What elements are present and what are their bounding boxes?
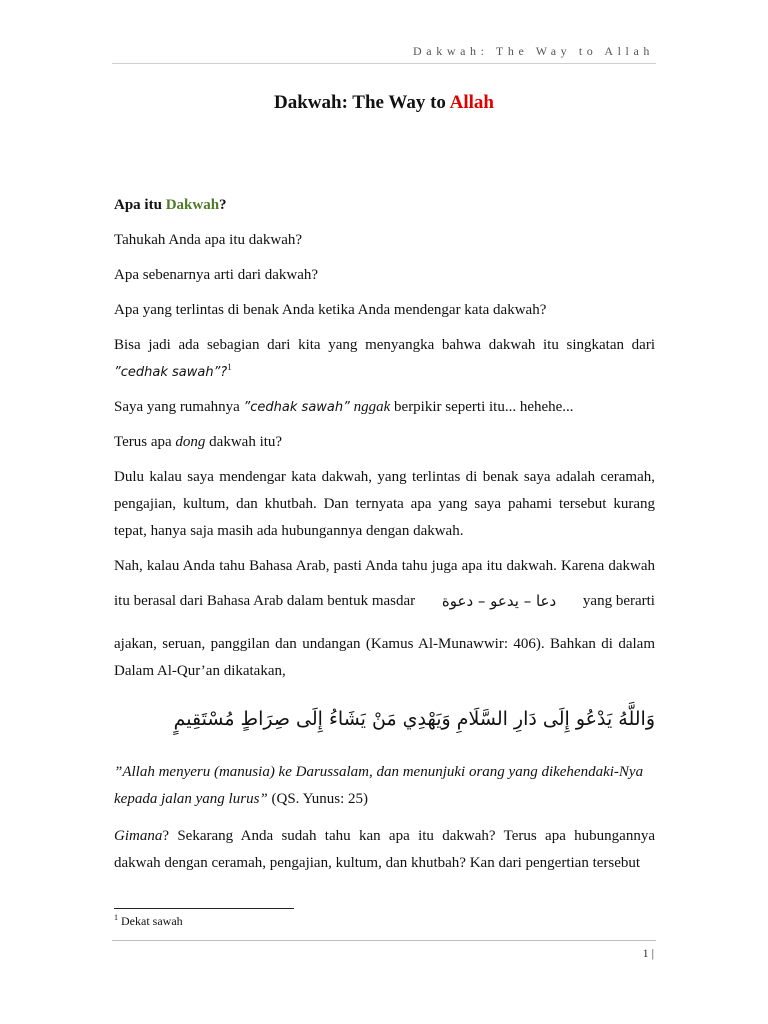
paragraph-6-pre: Terus apa	[114, 434, 176, 450]
page-number: 1 |	[642, 946, 654, 960]
paragraph-4	[114, 332, 655, 386]
header-divider	[112, 63, 656, 64]
title-highlight: Allah	[449, 92, 494, 113]
quran-verse: وَاللَّهُ يَدْعُو إِلَى دَارِ السَّلَامِ وَيَهْدِي مَنْ يَشَاءُ إِلَى صِرَاطٍ مُسْتَقِيمٍ	[173, 708, 655, 730]
paragraph-10-italic: Gimana	[114, 828, 163, 844]
paragraph-6-italic: dong	[175, 434, 206, 450]
paragraph-4-text: Bisa jadi ada sebagian dari kita yang menyangka bahwa dakwah itu singkatan dari	[114, 337, 655, 353]
paragraph-8-post: yang berarti	[582, 593, 655, 609]
footnote-reference[interactable]: 1	[227, 362, 232, 372]
paragraph-5-quote: ”cedhak sawah”	[243, 400, 350, 415]
running-header: Dakwah: The Way to Allah	[413, 44, 654, 58]
document-body	[114, 192, 655, 885]
paragraph-1: Tahukah Anda apa itu dakwah?	[114, 232, 303, 248]
paragraph-5-italic: nggak	[349, 399, 391, 415]
paragraph-8-line-1: Nah, kalau Anda tahu Bahasa Arab, pasti Anda tahu juga apa itu dakwah. Karena dakwah	[114, 558, 655, 574]
paragraph-10	[114, 823, 655, 877]
paragraph-8	[114, 553, 655, 615]
paragraph-5-pre: Saya yang rumahnya	[114, 399, 244, 415]
paragraph-5	[114, 394, 655, 421]
paragraph-9: ajakan, seruan, panggilan dan undangan (Kamus Al-Munawwir: 406). Bahkan di dalam Dalam Al-Qur’an dikatakan,	[114, 636, 655, 679]
footnote-divider	[114, 908, 294, 909]
paragraph-6	[114, 429, 655, 456]
verse-translation-text: ”Allah menyeru (manusia) ke Darussalam, dan menunjuki orang yang dikehendaki-Nya kepada jalan yang lurus”	[114, 764, 644, 807]
paragraph-8-line-2	[114, 588, 655, 615]
paragraph-3: Apa yang terlintas di benak Anda ketika Anda mendengar kata dakwah?	[114, 302, 547, 318]
footnote-text: Dekat sawah	[118, 914, 183, 928]
paragraph-7: Dulu kalau saya mendengar kata dakwah, yang terlintas di benak saya adalah ceramah, pengajian, kultum, dan khutbah. Dan ternyata apa yang saya pahami tersebut kurang tepat, hanya saja masih ada hubungannya dengan dakwah.	[114, 469, 655, 539]
page-title	[0, 92, 768, 114]
paragraph-10-post: ? Sekarang Anda sudah tahu kan apa itu dakwah? Terus apa hubungannya dakwah dengan ceramah, pengajian, kultum, dan khutbah? Kan dari pengertian tersebut	[114, 828, 655, 871]
section-heading-prefix: Apa itu	[114, 197, 166, 213]
footer-divider	[112, 940, 656, 941]
paragraph-6-post: dakwah itu?	[205, 434, 283, 450]
section-heading-suffix: ?	[219, 197, 227, 213]
section-heading-highlight: Dakwah	[165, 197, 220, 213]
verse-source: (QS. Yunus: 25)	[267, 791, 369, 807]
section-heading	[114, 192, 655, 219]
paragraph-4-quote: ”cedhak sawah”?	[114, 365, 228, 380]
title-prefix: Dakwah: The Way to	[274, 92, 450, 113]
verse-translation	[114, 759, 655, 813]
paragraph-2: Apa sebenarnya arti dari dakwah?	[114, 267, 319, 283]
footnote	[114, 914, 183, 929]
paragraph-5-post: berpikir seperti itu... hehehe...	[390, 399, 574, 415]
arabic-masdar: دعا – يدعو – دعوة	[441, 592, 557, 610]
footnote-number: 1	[114, 913, 118, 922]
paragraph-8-pre: itu berasal dari Bahasa Arab dalam bentuk masdar	[114, 593, 416, 609]
